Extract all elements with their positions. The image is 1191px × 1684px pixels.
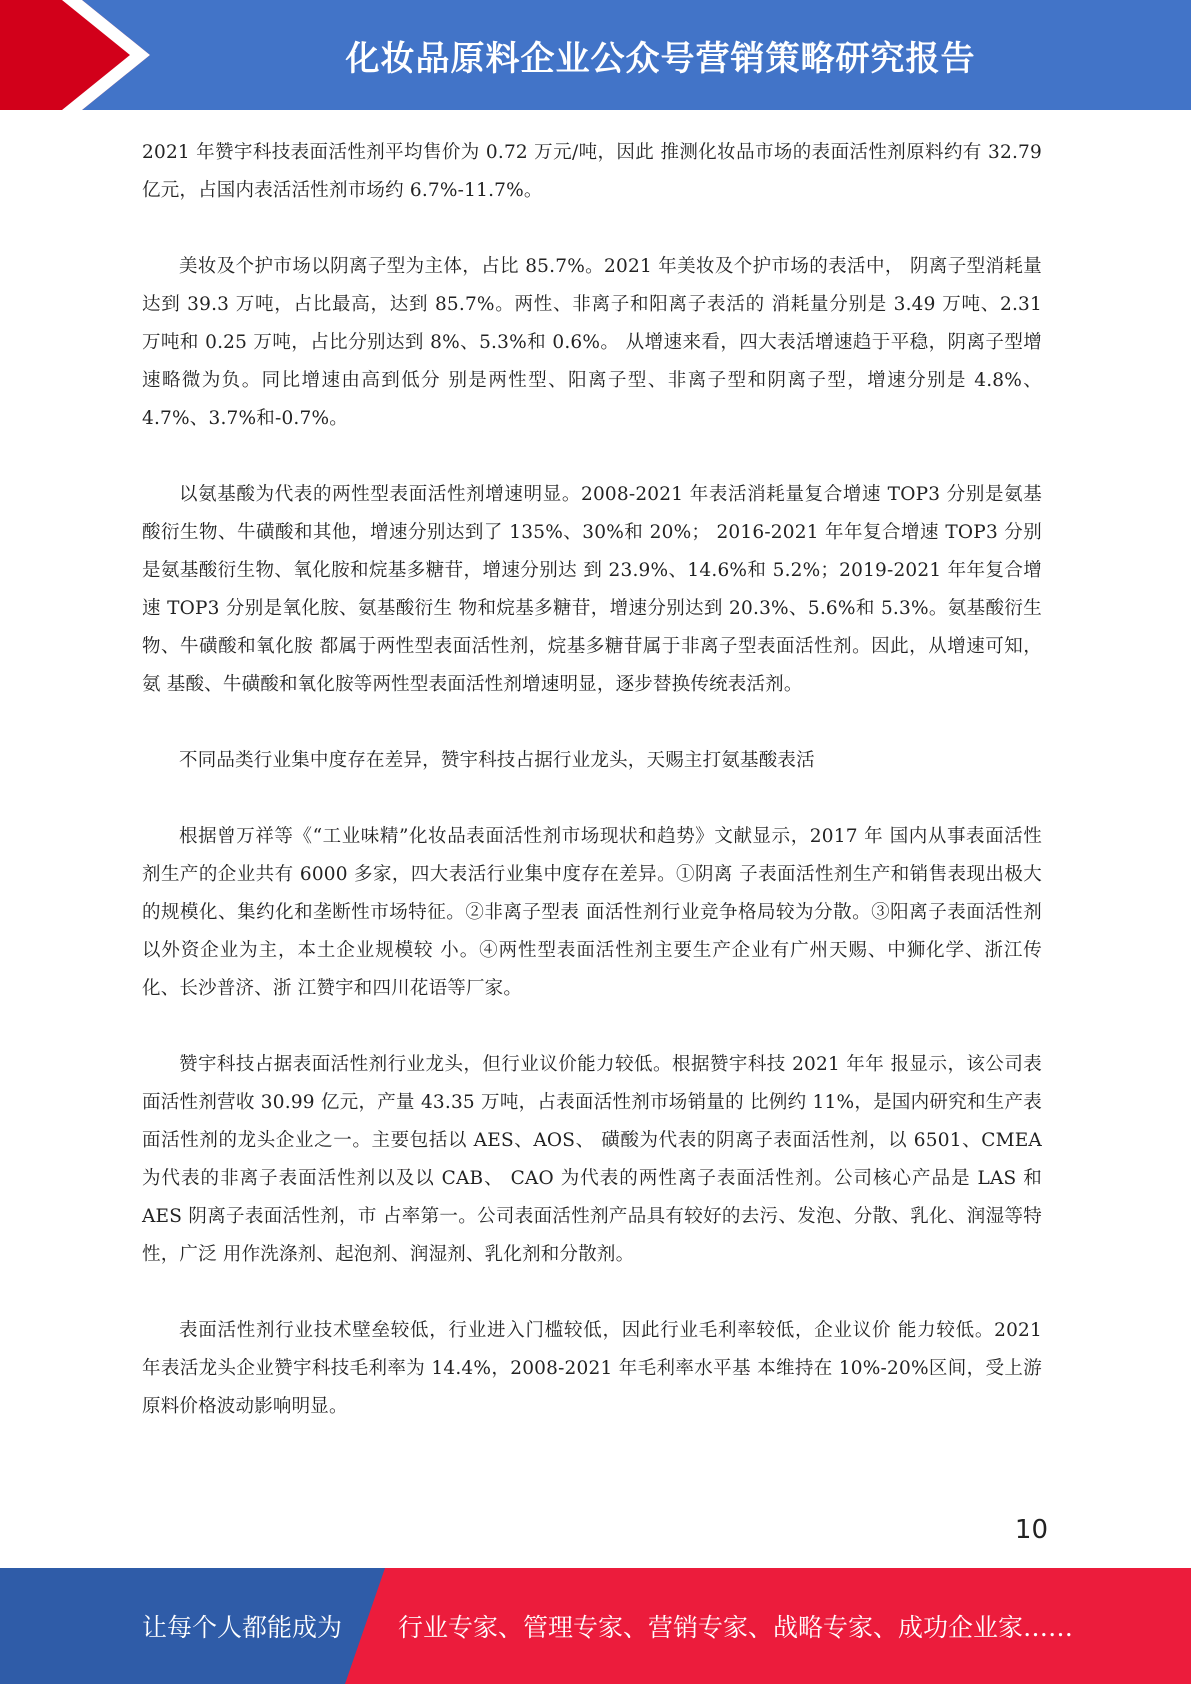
header-arrow-graphic (0, 0, 150, 110)
page-title: 化妆品原料企业公众号营销策略研究报告 (345, 38, 976, 79)
footer-slogan-right: 行业专家、管理专家、营销专家、战略专家、成功企业家…… (398, 1613, 1074, 1642)
body-content (142, 134, 1042, 1464)
section-heading: 不同品类行业集中度存在差异，赞宇科技占据行业龙头，天赐主打氨基酸表活 (179, 750, 815, 771)
paragraph-1: 2021 年赞宇科技表面活性剂平均售价为 0.72 万元/吨，因此 推测化妆品市场的表面活性剂原料约有 32.79 亿元，占国内表活活性剂市场约 6.7%-11.7%。 (142, 142, 1042, 201)
paragraph-3: 以氨基酸为代表的两性型表面活性剂增速明显。2008-2021 年表活消耗量复合增速 TOP3 分别是氨基酸衍生物、牛磺酸和其他，增速分别达到了 135%、30%和 20%； 2016-2021 年年复合增速 TOP3 分别是氨基酸衍生物、氧化胺和烷基多糖苷，增速分别达 到 23.9%、14.6%和 5.2%；2019-2021 年年复合增速 TOP3 分别是氧化胺、氨基酸衍生 物和烷基多糖苷，增速分别达到 20.3%、5.6%和 5.3%。氨基酸衍生物、牛磺酸和氧化胺 都属于两性型表面活性剂，烷基多糖苷属于非离子型表面活性剂。因此，从增速可知，氨 基酸、牛磺酸和氧化胺等两性型表面活性剂增速明显，逐步替换传统表活剂。 (142, 484, 1042, 695)
page-header (0, 0, 1191, 110)
paragraph-4: 根据曾万祥等《“工业味精”化妆品表面活性剂市场现状和趋势》文献显示，2017 年 国内从事表面活性剂生产的企业共有 6000 多家，四大表活行业集中度存在差异。①阴离 子表面活性剂生产和销售表现出极大的规模化、集约化和垄断性市场特征。②非离子型表 面活性剂行业竞争格局较为分散。③阳离子表面活性剂以外资企业为主，本土企业规模较 小。④两性型表面活性剂主要生产企业有广州天赐、中狮化学、浙江传化、长沙普济、浙 江赞宇和四川花语等厂家。 (142, 826, 1042, 999)
footer-slogan-left: 让每个人都能成为 (142, 1613, 343, 1642)
paragraph-5: 赞宇科技占据表面活性剂行业龙头，但行业议价能力较低。根据赞宇科技 2021 年年 报显示，该公司表面活性剂营收 30.99 亿元，产量 43.35 万吨，占表面活性剂市场销量的 比例约 11%，是国内研究和生产表面活性剂的龙头企业之一。主要包括以 AES、AOS、 磺酸为代表的阴离子表面活性剂，以 6501、CMEA 为代表的非离子表面活性剂以及以 CAB、 CAO 为代表的两性离子表面活性剂。公司核心产品是 LAS 和 AES 阴离子表面活性剂，市 占率第一。公司表面活性剂产品具有较好的去污、发泡、分散、乳化、润湿等特性，广泛 用作洗涤剂、起泡剂、润湿剂、乳化剂和分散剂。 (142, 1054, 1042, 1265)
paragraph-6: 表面活性剂行业技术壁垒较低，行业进入门槛较低，因此行业毛利率较低，企业议价 能力较低。2021 年表活龙头企业赞宇科技毛利率为 14.4%，2008-2021 年毛利率水平基 本维持在 10%-20%区间，受上游原料价格波动影响明显。 (142, 1320, 1042, 1417)
page-number: 10 (1014, 1515, 1048, 1545)
paragraph-2: 美妆及个护市场以阴离子型为主体，占比 85.7%。2021 年美妆及个护市场的表活中， 阴离子型消耗量达到 39.3 万吨，占比最高，达到 85.7%。两性、非离子和阳离子表活的 消耗量分别是 3.49 万吨、2.31 万吨和 0.25 万吨，占比分别达到 8%、5.3%和 0.6%。 从增速来看，四大表活增速趋于平稳，阴离子型增速略微为负。同比增速由高到低分 别是两性型、阳离子型、非离子型和阴离子型，增速分别是 4.8%、4.7%、3.7%和-0.7%。 (142, 256, 1042, 429)
page-footer (0, 1568, 1191, 1684)
